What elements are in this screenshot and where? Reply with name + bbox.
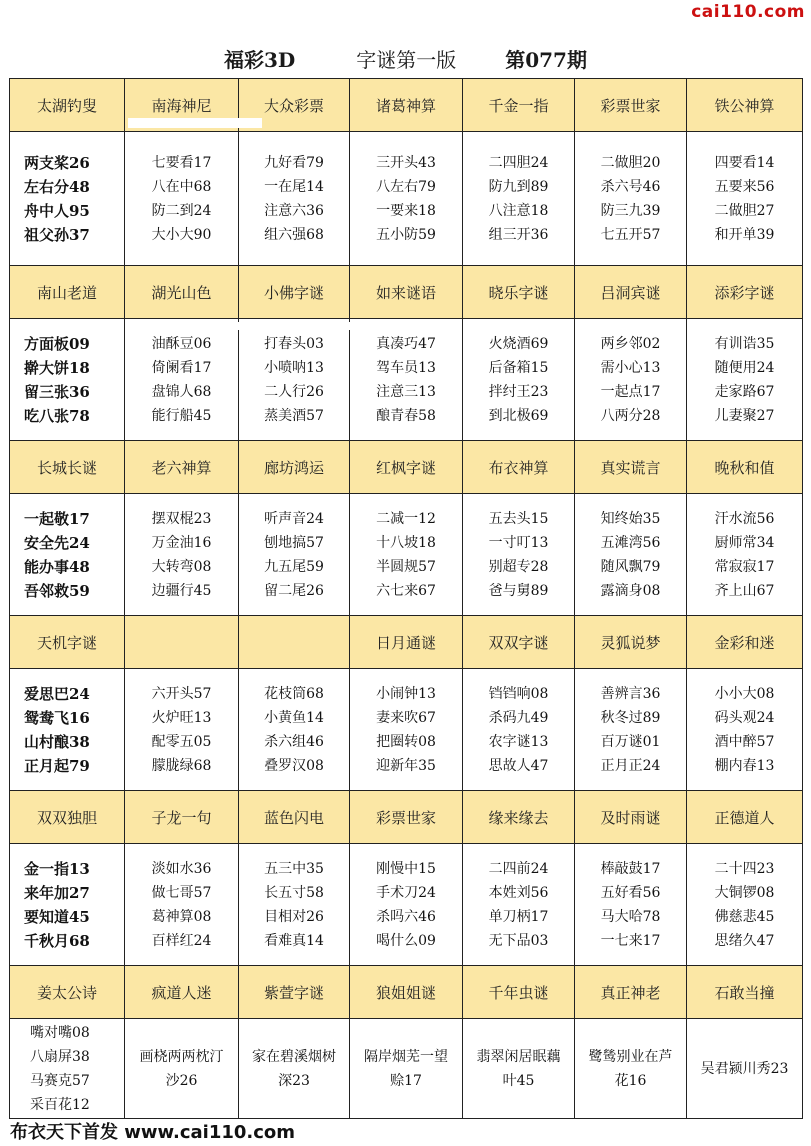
riddle-line: 后备箱15 [488,359,549,376]
riddle-row [10,494,803,616]
riddle-line: 一起敬17 [24,509,90,528]
riddle-line: 刚慢中15 [376,860,436,877]
riddle-line: 防三九39 [600,202,661,219]
riddle-cell [239,494,350,616]
riddle-line: 左右分48 [24,177,90,196]
riddle-line: 小黄鱼14 [264,709,324,726]
riddle-line: 二十四23 [714,860,775,877]
riddle-cell [125,494,239,616]
riddle-line: 需小心13 [600,359,661,376]
riddle-row [10,319,803,441]
riddle-line: 正月正24 [600,757,661,774]
riddle-line: 五去头15 [488,510,549,527]
riddle-line: 祖父孙37 [24,225,90,244]
column-header: 金彩和迷 [687,616,803,669]
riddle-line: 知终始35 [600,510,661,527]
riddle-line: 汗水流56 [714,510,775,527]
riddle-cell [463,844,575,966]
riddle-line: 儿妻聚27 [714,407,775,424]
column-header: 姜太公诗 [10,966,125,1019]
riddle-line: 五要来56 [714,178,775,195]
riddle-cell [575,494,687,616]
riddle-line: 一寸叮13 [488,534,549,551]
riddle-line: 手术刀24 [376,884,436,901]
column-header: 缘来缘去 [463,791,575,844]
riddle-cell [10,132,125,266]
riddle-line: 看难真14 [264,932,324,949]
riddle-line: 二人行26 [264,383,324,400]
column-header: 疯道人迷 [125,966,239,1019]
column-header: 彩票世家 [575,79,687,132]
header-row [10,616,803,669]
riddle-line: 八注意18 [488,202,549,219]
page-header [0,44,811,74]
riddle-line: 配零五05 [151,733,212,750]
column-header: 灵狐说梦 [575,616,687,669]
riddle-cell [463,669,575,791]
riddle-line: 二做胆20 [600,154,661,171]
footer-watermark: 布衣天下首发 www.cai110.com [10,1122,296,1143]
edition-title: 字谜第一版 [356,48,457,72]
riddle-line: 八扇屏38 [30,1048,90,1065]
riddle-line: 山村酿38 [24,732,90,751]
riddle-line: 注意六36 [264,202,324,219]
column-header: 大众彩票 [239,79,350,132]
column-header: 诸葛神算 [350,79,463,132]
riddle-cell [463,319,575,441]
riddle-cell [239,669,350,791]
riddle-line: 露滴身08 [600,582,661,599]
riddle-line: 家在碧溪烟树深23 [252,1048,336,1089]
riddle-cell [125,319,239,441]
column-header: 及时雨谜 [575,791,687,844]
riddle-line: 爸与舅89 [488,582,549,599]
riddle-line: 四要看14 [714,154,775,171]
riddle-row [10,1019,803,1119]
riddle-line: 到北极69 [488,407,549,424]
redaction-blot [230,322,360,330]
column-header: 子龙一句 [125,791,239,844]
riddle-line: 半圆规57 [376,558,436,575]
riddle-line: 厨师常34 [714,534,775,551]
riddle-cell [350,844,463,966]
riddle-line: 盘锦人68 [151,383,212,400]
riddle-table [9,78,803,1119]
riddle-line: 能办事48 [24,557,90,576]
riddle-line: 朦胧绿68 [151,757,212,774]
column-header: 正德道人 [687,791,803,844]
riddle-line: 摆双棍23 [151,510,212,527]
riddle-line: 五小防59 [376,226,436,243]
column-header: 南海神尼 [125,79,239,132]
header-row [10,266,803,319]
riddle-cell [575,1019,687,1119]
riddle-line: 边疆行45 [151,582,212,599]
riddle-line: 九好看79 [264,154,324,171]
riddle-line: 无下品03 [488,932,549,949]
riddle-line: 八左右79 [376,178,436,195]
riddle-row [10,669,803,791]
riddle-line: 蒸美酒57 [264,407,324,424]
riddle-line: 喝什么09 [376,932,436,949]
riddle-cell [575,132,687,266]
riddle-line: 杀码九49 [488,709,549,726]
column-header: 红枫字谜 [350,441,463,494]
riddle-line: 爱思巴24 [24,684,90,703]
column-header: 天机字谜 [10,616,125,669]
column-header: 晚秋和值 [687,441,803,494]
riddle-line: 正月起79 [24,756,90,775]
riddle-line: 杀六组46 [264,733,324,750]
issue-number: 第077期 [505,48,587,72]
riddle-line: 二做胆27 [714,202,775,219]
riddle-line: 二减一12 [376,510,436,527]
riddle-line: 酒中醉57 [714,733,775,750]
riddle-line: 大小大90 [151,226,212,243]
riddle-line: 打春头03 [264,335,324,352]
riddle-line: 隔岸烟芜一望赊17 [364,1048,448,1089]
site-watermark: cai110.com [691,2,805,22]
riddle-line: 叠罗汉08 [264,757,324,774]
column-header: 湖光山色 [125,266,239,319]
riddle-line: 三开头43 [376,154,436,171]
riddle-line: 驾车员13 [376,359,436,376]
riddle-line: 小小大08 [714,685,775,702]
riddle-line: 小闹钟13 [376,685,436,702]
riddle-line: 采百花12 [30,1096,90,1113]
riddle-line: 善辨言36 [600,685,661,702]
riddle-line: 妻来吹67 [376,709,436,726]
riddle-line: 真凑巧47 [376,335,436,352]
riddle-line: 翡翠闲居眠藕叶45 [476,1048,561,1089]
riddle-line: 走家路67 [714,383,775,400]
riddle-line: 有训诰35 [714,335,775,352]
riddle-line: 七五开57 [600,226,661,243]
riddle-line: 听声音24 [264,510,324,527]
riddle-line: 防二到24 [151,202,212,219]
riddle-line: 农字谜13 [488,733,549,750]
riddle-line: 常寂寂17 [714,558,775,575]
riddle-line: 别超专28 [488,558,549,575]
column-header: 彩票世家 [350,791,463,844]
riddle-line: 防九到89 [488,178,549,195]
riddle-line: 小喷呐13 [264,359,324,376]
riddle-line: 百样红24 [151,932,212,949]
riddle-line: 二四前24 [488,860,549,877]
riddle-line: 嘴对嘴08 [30,1024,90,1041]
riddle-line: 思绪久47 [714,932,775,949]
column-header [125,616,239,669]
riddle-line: 杀吗六46 [376,908,436,925]
riddle-line: 画桡两两枕汀沙26 [139,1048,224,1089]
riddle-line: 把圈转08 [376,733,436,750]
riddle-cell [687,319,803,441]
riddle-cell [463,494,575,616]
column-header: 蓝色闪电 [239,791,350,844]
riddle-line: 火炉旺13 [151,709,212,726]
column-header: 双双独胆 [10,791,125,844]
column-header: 千年虫谜 [463,966,575,1019]
riddle-line: 拌纣王23 [488,383,549,400]
riddle-cell [463,132,575,266]
column-header [239,616,350,669]
riddle-line: 花枝筒68 [264,685,324,702]
riddle-cell [10,844,125,966]
riddle-line: 擀大饼18 [24,358,90,377]
riddle-line: 酿青春58 [376,407,436,424]
riddle-cell [10,319,125,441]
riddle-line: 十八坡18 [376,534,436,551]
riddle-cell [350,319,463,441]
riddle-line: 能行船45 [151,407,212,424]
riddle-line: 大转弯08 [151,558,212,575]
column-header: 狼姐姐谜 [350,966,463,1019]
column-header: 真实谎言 [575,441,687,494]
riddle-line: 五好看56 [600,884,661,901]
riddle-line: 一在尾14 [264,178,324,195]
riddle-line: 百万谜01 [600,733,661,750]
riddle-cell [125,132,239,266]
riddle-line: 一七来17 [600,932,661,949]
riddle-line: 马赛克57 [30,1072,90,1089]
riddle-line: 和开单39 [714,226,775,243]
riddle-line: 一起点17 [600,383,661,400]
header-row [10,966,803,1019]
riddle-line: 迎新年35 [376,757,436,774]
riddle-cell [575,319,687,441]
riddle-cell [350,494,463,616]
riddle-line: 五滩湾56 [600,534,661,551]
riddle-cell [687,132,803,266]
riddle-line: 淡如水36 [151,860,212,877]
riddle-line: 六开头57 [151,685,212,702]
column-header: 晓乐字谜 [463,266,575,319]
header-row [10,441,803,494]
riddle-line: 六七来67 [376,582,436,599]
column-header: 如来谜语 [350,266,463,319]
riddle-line: 本姓刘56 [488,884,549,901]
column-header: 小佛字谜 [239,266,350,319]
riddle-line: 棒敲鼓17 [600,860,661,877]
riddle-line: 千秋月68 [24,931,90,950]
riddle-line: 思故人47 [488,757,549,774]
riddle-line: 留三张36 [24,382,90,401]
lottery-title: 福彩3D [224,48,296,72]
riddle-line: 棚内春13 [714,757,775,774]
riddle-cell [575,669,687,791]
riddle-cell [239,844,350,966]
riddle-cell [463,1019,575,1119]
column-header: 日月通谜 [350,616,463,669]
riddle-cell [10,494,125,616]
riddle-line: 万金油16 [151,534,212,551]
redaction-blot [128,118,262,128]
riddle-line: 齐上山67 [714,582,775,599]
riddle-line: 二四胆24 [488,154,549,171]
riddle-line: 两乡邻02 [600,335,661,352]
column-header: 添彩字谜 [687,266,803,319]
riddle-line: 方面板09 [24,334,90,353]
riddle-line: 八在中68 [151,178,212,195]
riddle-cell [350,132,463,266]
riddle-line: 金一指13 [24,859,90,878]
column-header: 真正神老 [575,966,687,1019]
column-header: 廊坊鸿运 [239,441,350,494]
header-row [10,791,803,844]
column-header: 千金一指 [463,79,575,132]
riddle-cell [125,844,239,966]
riddle-cell [350,1019,463,1119]
riddle-line: 随便用24 [714,359,775,376]
riddle-cell [239,1019,350,1119]
column-header: 双双字谜 [463,616,575,669]
riddle-cell [687,844,803,966]
riddle-line: 铛铛响08 [488,685,549,702]
riddle-line: 单刀柄17 [488,908,549,925]
riddle-line: 倚阑看17 [151,359,212,376]
column-header: 太湖钓叟 [10,79,125,132]
riddle-line: 九五尾59 [264,558,324,575]
riddle-line: 留二尾26 [264,582,324,599]
riddle-line: 要知道45 [24,907,90,926]
column-header: 紫萱字谜 [239,966,350,1019]
riddle-line: 两支桨26 [24,153,90,172]
riddle-line: 来年加27 [24,883,90,902]
riddle-line: 大铜锣08 [714,884,775,901]
riddle-line: 秋冬过89 [600,709,661,726]
riddle-cell [10,669,125,791]
column-header: 铁公神算 [687,79,803,132]
riddle-line: 随风飘79 [600,558,661,575]
riddle-line: 注意三13 [376,383,436,400]
riddle-cell [125,1019,239,1119]
riddle-line: 组六强68 [264,226,324,243]
riddle-cell [350,669,463,791]
riddle-cell [687,1019,803,1119]
riddle-line: 杀六号46 [600,178,661,195]
riddle-line: 葛神算08 [151,908,212,925]
column-header: 长城长谜 [10,441,125,494]
riddle-line: 鹭鸶别业在芦花16 [588,1048,673,1089]
riddle-line: 八两分28 [600,407,661,424]
riddle-cell [239,132,350,266]
riddle-line: 一要来18 [376,202,436,219]
riddle-line: 吃八张78 [24,406,90,425]
riddle-line: 吾邻救59 [24,581,90,600]
riddle-cell [687,669,803,791]
riddle-line: 马大哈78 [600,908,661,925]
riddle-line: 火烧酒69 [488,335,549,352]
riddle-line: 鸳鸯飞16 [24,708,90,727]
column-header: 老六神算 [125,441,239,494]
riddle-line: 安全先24 [24,533,90,552]
riddle-line: 目相对26 [264,908,324,925]
column-header: 布衣神算 [463,441,575,494]
riddle-line: 五三中35 [264,860,324,877]
column-header: 石敢当撞 [687,966,803,1019]
riddle-line: 码头观24 [714,709,775,726]
column-header: 吕洞宾谜 [575,266,687,319]
riddle-cell [687,494,803,616]
riddle-cell [10,1019,125,1119]
riddle-line: 吴君颍川秀23 [700,1060,789,1077]
column-header: 南山老道 [10,266,125,319]
riddle-line: 七要看17 [151,154,212,171]
riddle-line: 组三开36 [488,226,549,243]
riddle-line: 舟中人95 [24,201,90,220]
riddle-cell [239,319,350,441]
riddle-row [10,844,803,966]
riddle-line: 佛慈悲45 [714,908,775,925]
riddle-line: 做七哥57 [151,884,212,901]
riddle-line: 长五寸58 [264,884,324,901]
riddle-line: 油酥豆06 [151,335,212,352]
riddle-row [10,132,803,266]
riddle-cell [575,844,687,966]
riddle-cell [125,669,239,791]
riddle-line: 刨地搞57 [264,534,324,551]
